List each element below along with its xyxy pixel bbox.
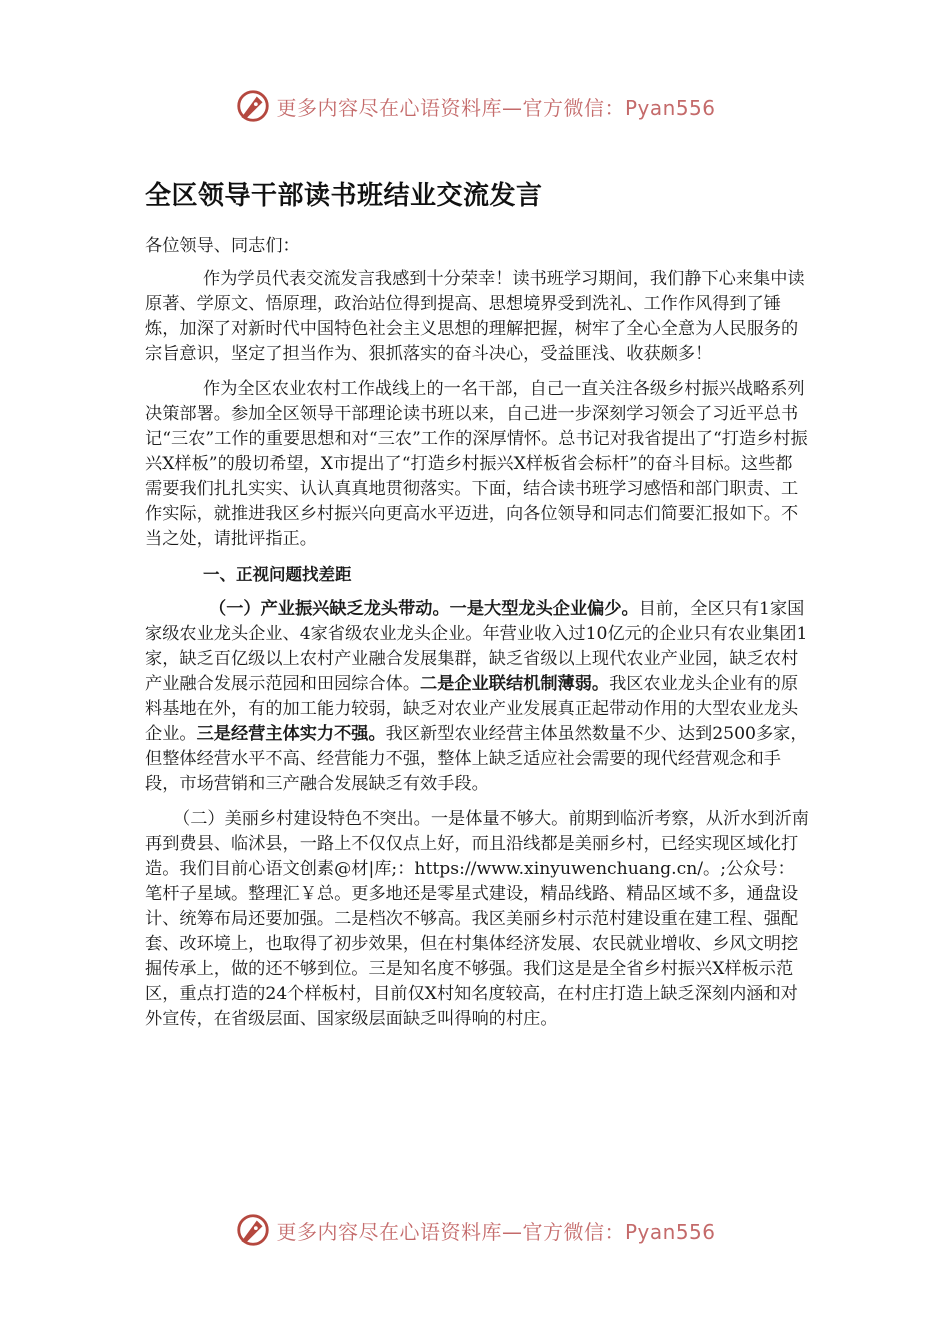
paragraph-2: 作为全区农业农村工作战线上的一名干部，自己一直关注各级乡村振兴战略系列决策部署。参加全区领导干部理论读书班以来，自己进一步深刻学习领会了习近平总书记“三农”工作的重要思想和对“三农”工作的深厚情怀。总书记对我省提出了“打造乡村振兴X样板”的殷切希望，X市提出了“打造乡村振兴X样板省会标杆”的奋斗目标。这些都需要我们扎扎实实、认认真真地贯彻落实。下面，结合读书班学习感悟和部门职责、工作实际，就推进我区乡村振兴向更高水平迈进，向各位领导和同志们简要汇报如下。不当之处，请批评指正。 <box>145 379 808 549</box>
paragraph-3-text-1: 目前，全区只有1家国家级农业龙头企业、4家省级农业龙头企业。年营业收入过10亿元的企业只有农业集团1家，缺乏百亿级以上农村产业融合发展集群，缺乏省级以上现代农业产业园，缺乏农村产业融合发展示范园和田园综合体。 <box>145 599 808 694</box>
document-body <box>145 175 809 1032</box>
paragraph-3-text-2: 我区农业龙头企业有的原料基地在外，有的加工能力较弱，缺乏对农业产业发展真正起带动作用的大型农业龙头企业。 <box>145 674 799 744</box>
subheading-strength: 三是经营主体实力不强。 <box>196 724 386 744</box>
paragraph-3-text-3: 我区新型农业经营主体虽然数量不少、达到2500多家，但整体经营水平不高、经营能力不强，整体上缺乏适应社会需要的现代经营观念和手段，市场营销和三产融合发展缺乏有效手段。 <box>145 724 808 794</box>
subheading-industry: （一）产业振兴缺乏龙头带动。一是大型龙头企业偏少。 <box>209 599 639 619</box>
document-title: 全区领导干部读书班结业交流发言 <box>145 181 543 211</box>
banner-text: 更多内容尽在心语资料库—官方微信：Pyan556 <box>276 1219 716 1244</box>
greeting: 各位领导、同志们： <box>145 236 300 256</box>
banner-text: 更多内容尽在心语资料库—官方微信：Pyan556 <box>276 95 716 120</box>
section-heading-1: 一、正视问题找差距 <box>203 565 352 584</box>
paragraph-4: （二）美丽乡村建设特色不突出。一是体量不够大。前期到临沂考察，从沂水到沂南再到费县、临沭县，一路上不仅仅点上好，而且沿线都是美丽乡村，已经实现区域化打造。我们目前心语文创素@材|库;：https://www.xinyuwenchuang.cn/。;公众号：笔杆子星域。整理汇￥总。更多地还是零星式建设，精品线路、精品区域不多，通盘设计、统筹布局还要加强。二是档次不够高。我区美丽乡村示范村建设重在建工程、强配套、改环境上，也取得了初步效果，但在村集体经济发展、农民就业增收、乡风文明挖掘传承上，做的还不够到位。三是知名度不够强。我们这是是全省乡村振兴X样板示范区，重点打造的24个样板村，目前仅X村知名度较高，在村庄打造上缺乏深刻内涵和对外宣传，在省级层面、国家级层面缺乏叫得响的村庄。 <box>145 809 809 1029</box>
footer-banner <box>0 1210 950 1250</box>
wechat-id: Pyan556 <box>624 95 716 120</box>
pen-nib-logo-icon <box>234 87 272 125</box>
pen-nib-logo-icon <box>234 1211 272 1249</box>
header-banner <box>0 86 950 126</box>
wechat-id: Pyan556 <box>624 1219 716 1244</box>
paragraph-3 <box>145 597 809 797</box>
subheading-linkage: 二是企业联结机制薄弱。 <box>420 674 610 694</box>
paragraph-1: 作为学员代表交流发言我感到十分荣幸！读书班学习期间，我们静下心来集中读原著、学原文、悟原理，政治站位得到提高、思想境界受到洗礼、工作作风得到了锤炼，加深了对新时代中国特色社会主义思想的理解把握，树牢了全心全意为人民服务的宗旨意识，坚定了担当作为、狠抓落实的奋斗决心，受益匪浅、收获颇多！ <box>145 269 805 364</box>
